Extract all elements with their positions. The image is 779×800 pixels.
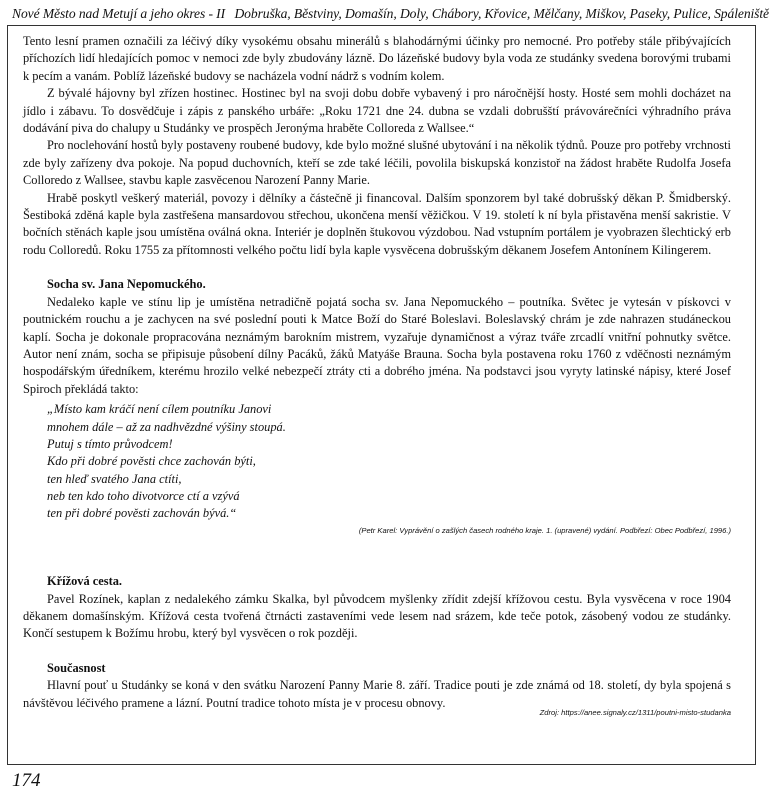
paragraph-statue: Nedaleko kaple ve stínu lip je umístěna netradičně pojatá socha sv. Jana Nepomuckého – poutníka. Světec je vytesán v pískovci v poutnickém rouchu a je zachycen na své poslední pouti k Matce Boží do Staré Boleslavi. Boleslavský chrám je zde nahrazen studáneckou kaplí. Socha je dokonale propracována neznámým barokním mistrem, vyzařuje dynamičnost a výraz tváře zrcadlí vnitřní pohnutky světce. Autor není znám, socha se připisuje působení dílny Pacáků, žáků Matyáše Brauna. Socha byla postavena roku 1760 z vděčnosti neznámým hospodářským úředníkem, kterému hrozilo velké nebezpečí ztráty cti a dobrého jména. Na podstavci jsou vyryty latinské nápisy, které Josef Spiroch překládá takto: [23,294,731,396]
paragraph-spring: Tento lesní pramen označili za léčivý díky vysokému obsahu minerálů s blahodárnými účinky pro nemocné. Pro potřeby stále přibývajících příchozích lidí hledajících pomoc v nemoci zde byly zbudovány lázně. Do lázeňské budovy byla voda ze studánky svedena borovými trubami k pecím a vanám. Poblíž lázeňské budovy se nacházela vodní nádrž s vodním kolem. [23,34,731,83]
heading-statue: Socha sv. Jana Nepomuckého. [47,277,206,292]
paragraph-chapel: Hrabě poskytl veškerý materiál, povozy i dělníky a částečně ji financoval. Dalším sponzorem byl také dobrušský děkan P. Šmidberský. Šestiboká zděná kaple byla zastřešena mansardovou střechou, ukončena menší věžičkou. V 19. století k ní byla přistavěna menší sakristie. V bočních stěnách kaple jsou umístěna oválná okna. Interiér je doplněn štukovou výzdobou. Nad vstupním portálem je vyobrazen šlechtický erb rodu Colloredů. Roku 1755 za přítomnosti velkého počtu lidí byla kaple vysvěcena dobrušským děkanem Josefem Antonínem Kilingerem. [23,190,731,257]
poem-line: „Místo kam kráčí není cílem poutníku Janovi [47,402,272,417]
source-link: Zdroj: https://anee.signaly.cz/1311/poutni-misto-studanka [539,708,731,718]
poem-line: Kdo při dobré pověsti chce zachován býti, [47,454,256,469]
header-places: Dobruška, Běstviny, Domašín, Doly, Chábory, Křovice, Mělčany, Miškov, Paseky, Pulice, Spáleniště [234,6,769,21]
heading-present: Současnost [47,660,106,675]
poem-line: mnohem dále – až za nadhvězdné výšiny stoupá. [47,419,286,434]
poem-line: ten hleď svatého Jana ctíti, [47,471,182,486]
poem-inscription [47,401,731,523]
poem-citation: (Petr Karel: Vyprávění o zašlých časech rodného kraje. 1. (upravené) vydání. Podbřezí: Obec Podbřezí, 1996.) [358,525,731,535]
paragraph-lodging: Pro noclehování hostů byly postaveny roubené budovy, kde bylo možné slušné ubytování i na několik týdnů. Pouze pro potřeby vrchnosti zde byly zařízeny dva pokoje. Na popud duchovních, kteří se zde také léčili, povolila biskupská konzistoř na žádost hraběte Rudolfa Josefa Colloredo z Wallsee, stavbu kaple zasvěcenou Narození Panny Marie. [23,138,731,188]
paragraph-inn: Z bývalé hájovny byl zřízen hostinec. Hostinec byl na svoji dobu dobře vybavený i pro náročnější hosty. Hosté sem mohli docházet na jídlo i zábavu. To dosvědčuje i zápis z panského urbáře: „Roku 1721 dne 24. dubna se vzdali dobrušští právovárečníci výhradního práva dodávání piva do chalupy u Studánky ve prospěch Jeronýma hraběte Colloreda z Wallsee.“ [23,86,731,136]
poem-line: ten při dobré pověsti zachován bývá.“ [47,506,237,521]
heading-way-of-cross: Křížová cesta. [47,574,123,589]
page-number: 174 [12,770,41,791]
page-content [23,33,731,718]
running-header [12,6,769,26]
poem-line: Putuj s tímto průvodcem! [47,436,173,451]
poem-line: neb ten kdo toho divotvorce ctí a vzývá [47,489,240,504]
paragraph-present: Hlavní pouť u Studánky se koná v den svátku Narození Panny Marie 8. září. Tradice pouti je zde známá od 18. století, dy byla spojená s návštěvou léčivého pramene a lázní. Poutní tradice tohoto místa je v procesu obnovy. [23,678,731,710]
paragraph-way-of-cross: Pavel Rozínek, kaplan z nedalekého zámku Skalka, byl původcem myšlenky zřídit zdejší křížovou cestu. Byla vysvěcena v roce 1904 děkanem domašínským. Křížová cesta tvořená čtrnácti zastaveními vede lesem nad srázem, kde teče potok, zásobený vodou ze studánky. Končí sestupem k Božímu hrobu, který byl vysvěcen o rok později. [23,591,731,641]
header-book-title: Nové Město nad Metují a jeho okres - II [12,6,226,21]
